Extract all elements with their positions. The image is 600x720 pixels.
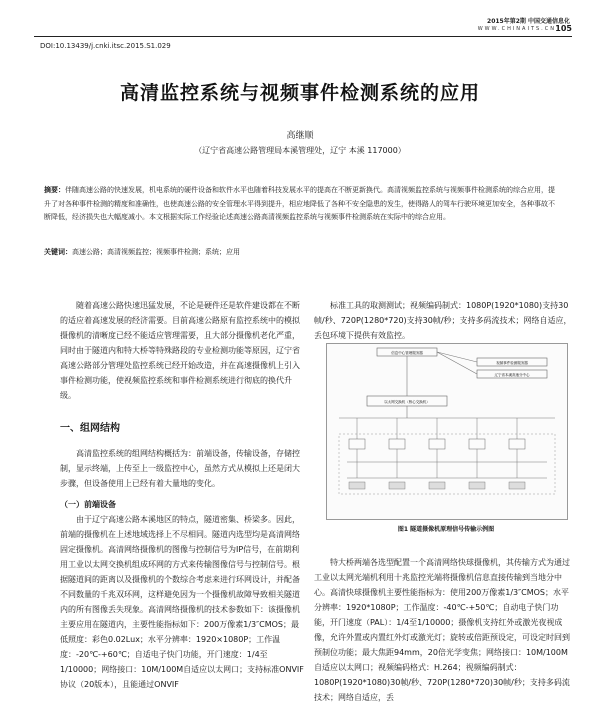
section-heading: 一、组网结构 (60, 423, 120, 434)
diagram-camera (349, 482, 365, 489)
intro-paragraph: 随着高速公路快速迅猛发展，不论是硬件还是软件建设都在不断的适应着高速发展的经济需要。目前高速公路原有监控系统中的模拟摄像机的清晰度已经不能适应管理需要，且大部分摄像机老化严重，同时由于隧道内和特大桥等特殊路段的专业检测功能等原因，辽宁省高速公路部分管理处监控系统已经开始改造，并在高速摄像机上引入事件检测功能，使视频监控系统和事件检测系统进行彻底的换代升级。 (60, 301, 300, 400)
section-paragraph: 高清监控系统的组网结构概括为：前端设备，传输设备，存储控制，显示终端，上传至上一级监控中心，虽然方式从模拟上还是闭大步骤，但设备使用上已经有着大量地的变化。 (60, 449, 300, 488)
right-column-top (314, 298, 572, 343)
diagram-top-label: 信息中心管理服务器 (391, 351, 423, 355)
network-diagram (327, 344, 567, 519)
subsection-paragraph: 由于辽宁高速公路本溪地区的特点，隧道密集、桥梁多。因此，前端的摄像机在上述地域选择上不尽相同。隧道内选型均是高清网络固定摄像机。高清网络摄像机的图像与控制信号为IP信号，在前期利用工业以太网交换机组成环网的方式来传输图像信号与控制信号。根据隧道间的距离以及摄像机的个数综合考虑来进行环网设计，并配备不同数量的千兆双环网，这样避免因为一个摄像机故障导致相关隧道内的所有图像丢失现象。高清网络摄像机的技术参数如下：该摄像机主要应用在隧道内，主要性能指标如下：200万像素1/3″CMOS；最低照度：彩色0.02Lux；水平分辨率：1920×1080P；工作温度：-20℃-+60℃；自适电子快门功能，开门速度：1/4至1/10000；网络接口：10M/100M自适应以太网口；支持标准ONVIF协议（20版本），且能通过ONVIF (60, 515, 304, 689)
diagram-camera (469, 482, 485, 489)
diagram-mid-label: 以太网交换机（核心交换机） (384, 400, 430, 404)
diagram-link (437, 352, 477, 374)
left-column (60, 298, 306, 692)
diagram-camera-group (339, 418, 555, 494)
abstract (44, 184, 556, 225)
diagram-camera (389, 482, 405, 489)
right-bottom-paragraph: 特大桥两端各选型配置一个高清网络快球摄像机，其传输方式为通过工业以太网光端机利用十兆监控光端将摄像机信息直接传输到当地分中心。高清快球摄像机主要性能指标为：使用200万像素1/3″CMOS；水平分辨率：1920*1080P；工作温度：-40℃-+50℃；自动电子快门功能，开门速度（PAL）：1/4至1/10000；摄像机支持红外或激光夜视成像，允许外置或内置红外灯或激光灯；旋转或倍距预设定，可设定时回到预制位功能；最大焦距94mm，20倍光学变焦；网络接口：10M/100M自适应以太网口；视频编码格式：H.264；视频编码制式：1080P(1920*1080)30帧/秒、720P(1280*720)30帧/秒；支持多码流技术；网络自适应，丢 (314, 558, 570, 702)
diagram-switch (509, 439, 525, 449)
figure-caption: 图1 隧道摄像机原理信号传输示例图 (397, 526, 495, 533)
abstract-text: 伴随高速公路的快速发展，机电系统的硬件设备和软件水平也随着科技发展水平的提高在不断更新换代。高清视频监控系统与视频事件检测系统的综合应用，提升了对各种事件检测的精度和准确性，也使高速公路的安全管理水平得到提升，相应地降低了各种不安全隐患的发生，使得路人的驾车行驶环境更加安全，各种事故不断降低，经济损失也大幅度减小。本文根据实际工作经验论述高速公路高清视频监控系统与视频事件检测系统在实际中的综合应用。 (44, 186, 555, 221)
keywords-label: 关键词： (44, 248, 72, 256)
keywords-text: 高速公路；高清视频监控；视频事件检测；系统；应用 (72, 248, 240, 256)
right-column-bottom (314, 555, 572, 705)
right-top-paragraph: 标准工具的取测测试；视频编码制式：1080P(1920*1080)支持30帧/秒、720P(1280*720)支持30帧/秒；支持多码流技术；网络自适应，丢包环境下提供有效监控。 (314, 301, 572, 340)
subsection-heading: （一）前端设备 (60, 500, 116, 509)
diagram-left-label: 辽宁省本溪高速分中心 (494, 373, 530, 377)
header-rule (34, 36, 572, 37)
journal-name: 2015年第2期 中国交通信息化 (487, 18, 570, 25)
diagram-switch (389, 439, 405, 449)
diagram-camera (509, 482, 525, 489)
diagram-camera (429, 482, 445, 489)
journal-website: WWW.CHINAITS.CN (477, 26, 556, 32)
author: 高继顺 (286, 131, 314, 141)
diagram-switch (429, 439, 445, 449)
keywords (44, 247, 556, 257)
network-diagram-figure (326, 343, 568, 520)
diagram-right-label: 视频事件检测服务器 (496, 361, 528, 365)
diagram-switch (469, 439, 485, 449)
paper-title: 高清监控系统与视频事件检测系统的应用 (119, 82, 480, 104)
affiliation: （辽宁省高速公路管理局本溪管理处，辽宁 本溪 117000） (194, 146, 406, 155)
page-number: 105 (555, 24, 572, 33)
diagram-switch (349, 439, 365, 449)
doi: DOI:10.13439/j.cnki.itsc.2015.S1.029 (40, 42, 171, 50)
diagram-link (437, 352, 477, 362)
abstract-label: 摘要： (44, 186, 65, 194)
